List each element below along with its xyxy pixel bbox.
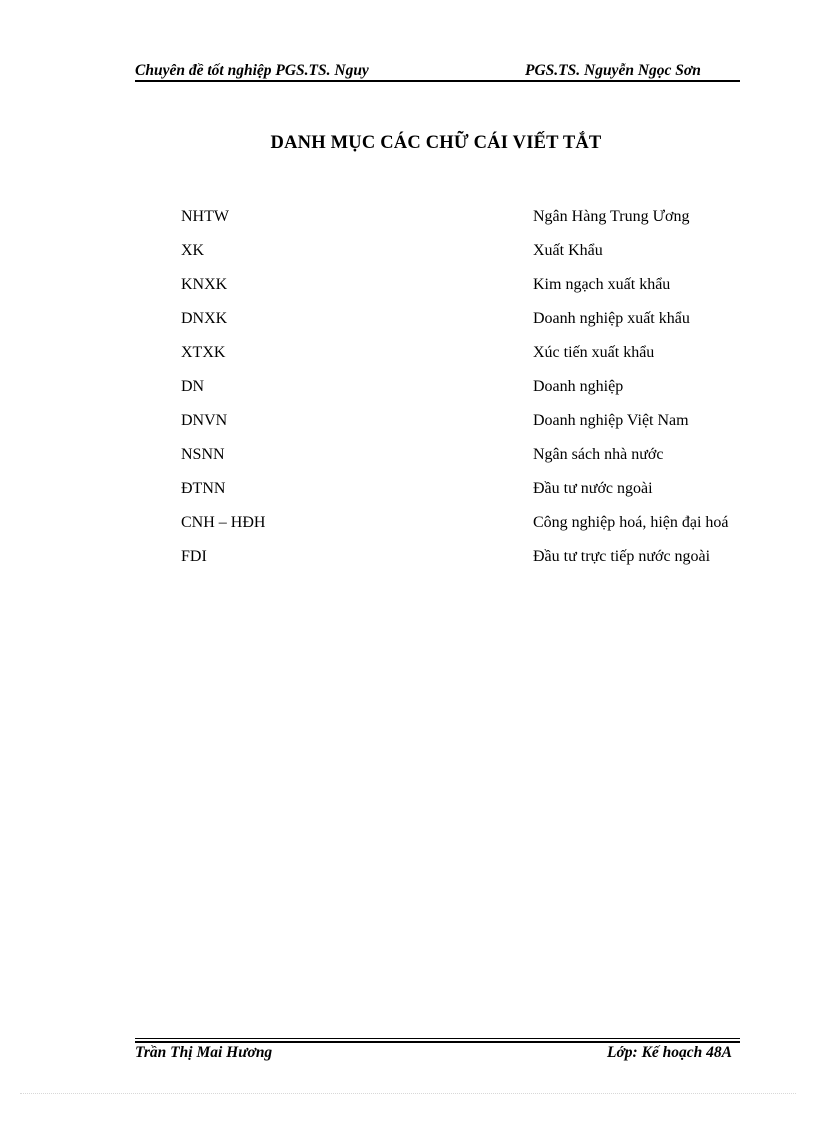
- abbreviation-meaning: Doanh nghiệp Việt Nam: [533, 412, 689, 429]
- footer-author: Trần Thị Mai Hương: [135, 1044, 273, 1061]
- page-title: DANH MỤC CÁC CHỮ CÁI VIẾT TẮT: [270, 133, 602, 153]
- abbreviation-term: ĐTNN: [181, 480, 226, 497]
- abbreviation-meaning: Công nghiệp hoá, hiện đại hoá: [533, 514, 729, 531]
- abbreviation-row: [0, 308, 816, 342]
- header-rule: [135, 80, 740, 82]
- abbreviation-meaning: Xuất Khẩu: [533, 242, 603, 259]
- footer-rule-thin: [135, 1038, 740, 1039]
- abbreviation-row: [0, 206, 816, 240]
- abbreviation-list: [0, 206, 816, 580]
- abbreviation-row: [0, 376, 816, 410]
- abbreviation-term: CNH – HĐH: [181, 514, 266, 531]
- abbreviation-meaning: Kim ngạch xuất khẩu: [533, 276, 671, 293]
- page-footer: [135, 1042, 740, 1066]
- abbreviation-term: FDI: [181, 548, 207, 565]
- abbreviation-row: [0, 342, 816, 376]
- abbreviation-term: DN: [181, 378, 205, 395]
- abbreviation-row: [0, 240, 816, 274]
- abbreviation-meaning: Doanh nghiệp xuất khẩu: [533, 310, 690, 327]
- page-edge-dotted-line: [20, 1093, 796, 1094]
- abbreviation-term: XTXK: [181, 344, 226, 361]
- abbreviation-term: DNXK: [181, 310, 228, 327]
- abbreviation-row: [0, 546, 816, 580]
- abbreviation-term: KNXK: [181, 276, 228, 293]
- abbreviation-term: NHTW: [181, 208, 229, 225]
- abbreviation-row: [0, 444, 816, 478]
- abbreviation-row: [0, 410, 816, 444]
- page-header: [135, 58, 740, 82]
- abbreviation-row: [0, 274, 816, 308]
- abbreviation-term: XK: [181, 242, 205, 259]
- header-right-text: PGS.TS. Nguyễn Ngọc Sơn: [525, 62, 701, 79]
- abbreviation-meaning: Doanh nghiệp: [533, 378, 624, 395]
- abbreviation-meaning: Ngân sách nhà nước: [533, 446, 664, 463]
- abbreviation-term: NSNN: [181, 446, 225, 463]
- abbreviation-meaning: Đầu tư trực tiếp nước ngoài: [533, 548, 711, 565]
- footer-class: Lớp: Kế hoạch 48A: [607, 1044, 732, 1061]
- abbreviation-meaning: Đầu tư nước ngoài: [533, 480, 653, 497]
- abbreviation-row: [0, 512, 816, 546]
- abbreviation-meaning: Ngân Hàng Trung Ương: [533, 208, 690, 225]
- header-left-text: Chuyên đề tốt nghiệp PGS.TS. Nguy: [135, 62, 369, 79]
- abbreviation-meaning: Xúc tiến xuất khẩu: [533, 344, 655, 361]
- abbreviation-row: [0, 478, 816, 512]
- abbreviation-term: DNVN: [181, 412, 228, 429]
